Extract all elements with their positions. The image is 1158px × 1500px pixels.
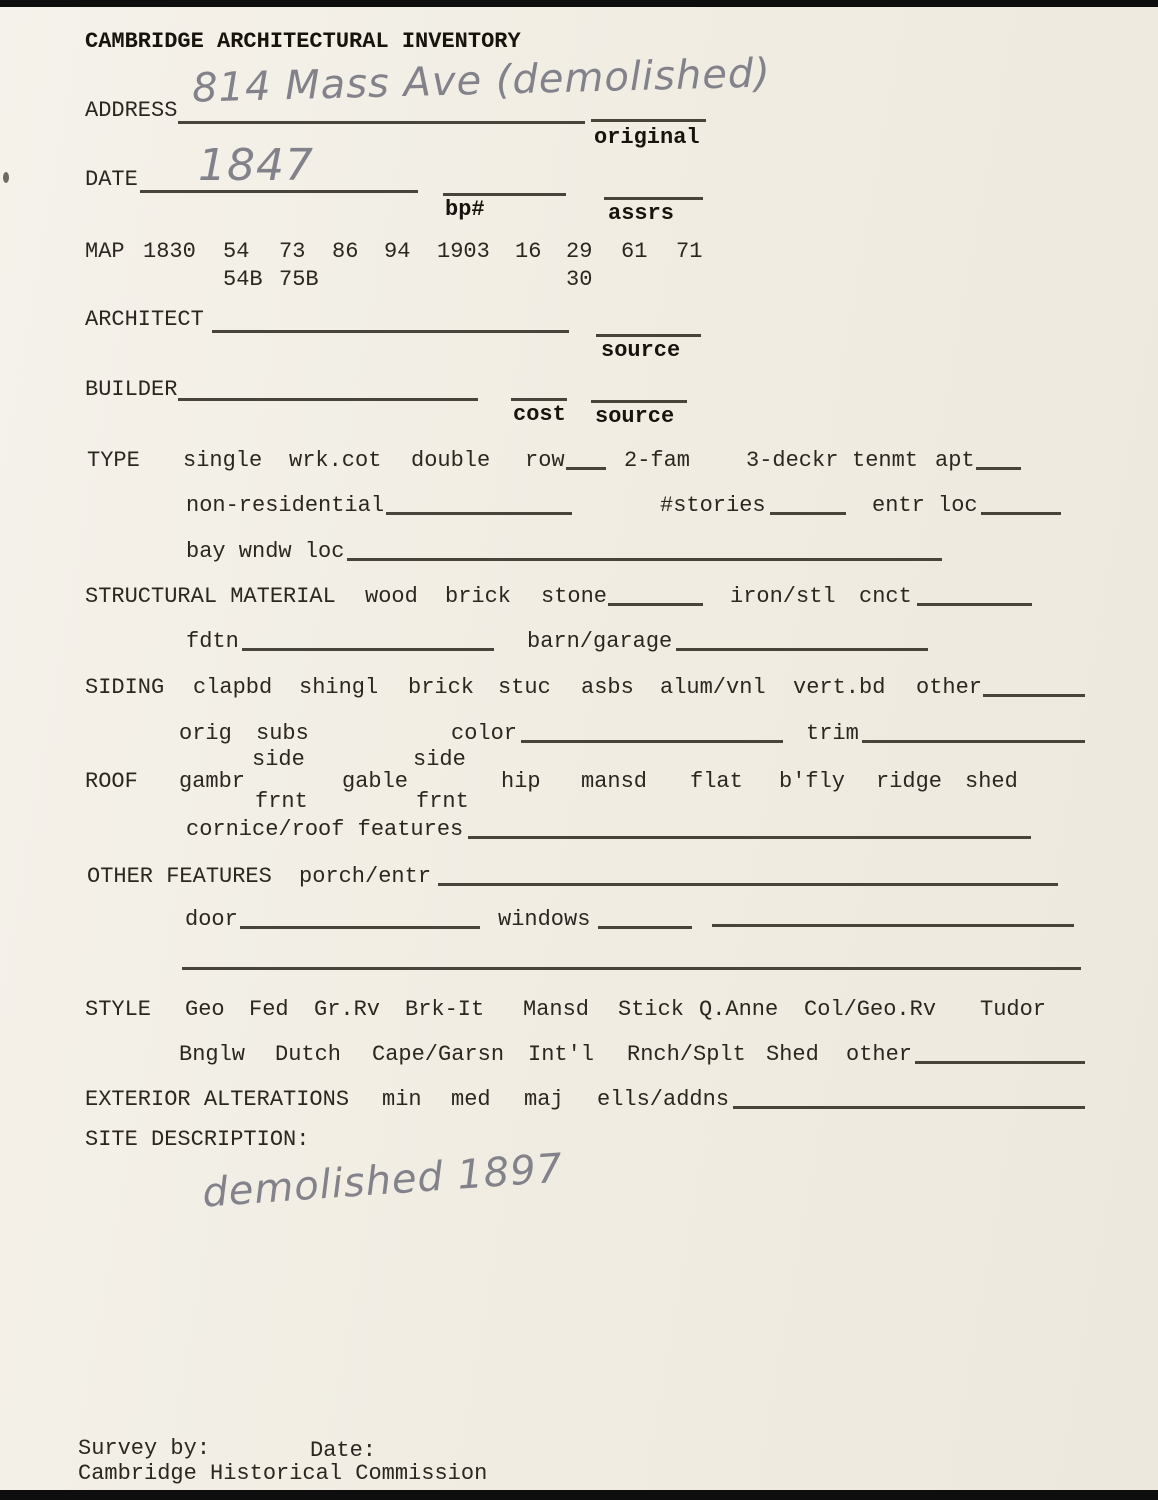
- date-label: DATE: [85, 167, 138, 192]
- builder-source-label: source: [595, 404, 675, 429]
- fdtn-label: fdtn: [186, 629, 239, 654]
- scan-edge-bottom: [0, 1490, 1158, 1500]
- ells-addns-label: ells/addns: [597, 1087, 730, 1112]
- trim-label: trim: [806, 721, 859, 746]
- style-option: Bnglw: [179, 1042, 246, 1067]
- exterior-option: maj: [524, 1087, 564, 1112]
- cornice-blank: [468, 836, 1031, 839]
- siding-option: stuc: [498, 675, 551, 700]
- roof-option-gable: gable: [342, 769, 409, 794]
- cost-overline: [511, 398, 567, 401]
- architect-label: ARCHITECT: [85, 307, 204, 332]
- style-option: Geo: [185, 997, 225, 1022]
- roof-option: mansd: [581, 769, 648, 794]
- type-option: wrk.cot: [289, 448, 382, 473]
- stories-label: #stories: [660, 493, 766, 518]
- map-value: 54: [223, 239, 250, 264]
- architect-source-overline: [596, 334, 701, 337]
- type-option: row: [525, 448, 565, 473]
- roof-side-label: side: [252, 747, 305, 772]
- features-extra-blank: [182, 967, 1081, 970]
- roof-option: shed: [965, 769, 1018, 794]
- type-option: double: [411, 448, 491, 473]
- bay-wndw-blank: [347, 558, 942, 561]
- scan-edge-top: [0, 0, 1158, 7]
- exterior-option: min: [382, 1087, 422, 1112]
- structural-option: stone: [541, 584, 608, 609]
- siding-option: brick: [408, 675, 475, 700]
- stone-blank: [608, 603, 703, 606]
- roof-option: b'fly: [779, 769, 846, 794]
- assrs-label: assrs: [608, 201, 675, 226]
- survey-date-label: Date:: [310, 1438, 377, 1463]
- style-option: Gr.Rv: [314, 997, 381, 1022]
- map-value: 94: [384, 239, 411, 264]
- style-option: Mansd: [523, 997, 590, 1022]
- barn-garage-blank: [676, 648, 928, 651]
- style-option: Stick: [618, 997, 685, 1022]
- style-option: Fed: [249, 997, 289, 1022]
- type-option: apt: [935, 448, 975, 473]
- style-option: Col/Geo.Rv: [804, 997, 937, 1022]
- entr-loc-blank: [981, 512, 1061, 515]
- siding-option: alum/vnl: [660, 675, 766, 700]
- non-residential-blank: [386, 512, 572, 515]
- style-option: Q.Anne: [699, 997, 779, 1022]
- siding-option: vert.bd: [793, 675, 886, 700]
- date-blank-line: [140, 190, 418, 193]
- type-option: 2-fam: [624, 448, 691, 473]
- style-option: Shed: [766, 1042, 819, 1067]
- color-label: color: [451, 721, 518, 746]
- structural-option: cnct: [859, 584, 912, 609]
- roof-option: ridge: [876, 769, 943, 794]
- style-option: Cape/Garsn: [372, 1042, 505, 1067]
- cnct-blank: [917, 603, 1032, 606]
- original-label: original: [594, 125, 700, 150]
- roof-option: flat: [690, 769, 743, 794]
- bay-wndw-label: bay wndw loc: [186, 539, 345, 564]
- original-overline: [591, 119, 706, 122]
- door-label: door: [185, 907, 238, 932]
- map-value: 16: [515, 239, 542, 264]
- date-handwritten-value: 1847: [198, 140, 314, 191]
- address-blank-line: [178, 121, 585, 124]
- color-blank: [521, 740, 783, 743]
- type-row-blank: [566, 467, 606, 470]
- structural-option: wood: [365, 584, 418, 609]
- style-option: Rnch/Splt: [627, 1042, 746, 1067]
- porch-entr-blank: [438, 883, 1058, 886]
- subs-label: subs: [256, 721, 309, 746]
- entr-loc-label: entr loc: [872, 493, 978, 518]
- windows-blank-1: [598, 926, 692, 929]
- roof-side-label: side: [413, 747, 466, 772]
- windows-blank-2: [712, 924, 1074, 927]
- type-option: tenmt: [852, 448, 919, 473]
- survey-by-label: Survey by:: [78, 1436, 211, 1461]
- assrs-overline: [604, 197, 703, 200]
- scan-speck: [3, 172, 9, 183]
- siding-other-blank: [983, 694, 1085, 697]
- style-option: other: [846, 1042, 913, 1067]
- map-value: 86: [332, 239, 359, 264]
- windows-label: windows: [498, 907, 591, 932]
- style-option: Brk-It: [405, 997, 485, 1022]
- site-description-label: SITE DESCRIPTION:: [85, 1127, 310, 1152]
- map-value: 1830: [143, 239, 196, 264]
- address-label: ADDRESS: [85, 98, 178, 123]
- roof-option: hip: [501, 769, 541, 794]
- map-value: 75B: [279, 267, 319, 292]
- siding-option: clapbd: [193, 675, 273, 700]
- type-option: 3-deckr: [746, 448, 839, 473]
- cornice-label: cornice/roof features: [186, 817, 464, 842]
- form-title: CAMBRIDGE ARCHITECTURAL INVENTORY: [85, 29, 521, 54]
- map-value: 73: [279, 239, 306, 264]
- style-option: Tudor: [980, 997, 1047, 1022]
- structural-label: STRUCTURAL MATERIAL: [85, 584, 336, 609]
- stories-blank: [770, 512, 846, 515]
- structural-option: iron/stl: [730, 584, 836, 609]
- architect-source-label: source: [601, 338, 681, 363]
- structural-option: brick: [445, 584, 512, 609]
- trim-blank: [862, 740, 1085, 743]
- porch-entr-label: porch/entr: [299, 864, 432, 889]
- bp-label: bp#: [445, 197, 485, 222]
- type-apt-blank: [976, 467, 1021, 470]
- non-residential-label: non-residential: [186, 493, 385, 518]
- map-value: 71: [676, 239, 703, 264]
- site-description-handwritten-note: demolished 1897: [200, 1145, 565, 1217]
- barn-garage-label: barn/garage: [527, 629, 673, 654]
- builder-blank-line: [178, 398, 478, 401]
- exterior-alterations-label: EXTERIOR ALTERATIONS: [85, 1087, 350, 1112]
- ells-addns-blank: [733, 1106, 1085, 1109]
- style-other-blank: [915, 1061, 1085, 1064]
- siding-option: shingl: [299, 675, 379, 700]
- builder-source-overline: [591, 400, 687, 403]
- orig-label: orig: [179, 721, 232, 746]
- style-option: Dutch: [275, 1042, 342, 1067]
- siding-option: other: [916, 675, 983, 700]
- siding-label: SIDING: [85, 675, 165, 700]
- builder-label: BUILDER: [85, 377, 178, 402]
- exterior-option: med: [451, 1087, 491, 1112]
- map-label: MAP: [85, 239, 125, 264]
- type-option: single: [183, 448, 263, 473]
- type-label: TYPE: [87, 448, 140, 473]
- roof-option-gambr: gambr: [179, 769, 246, 794]
- bp-overline: [443, 193, 566, 196]
- roof-frnt-label: frnt: [255, 789, 308, 814]
- organization-name: Cambridge Historical Commission: [78, 1461, 488, 1486]
- address-handwritten-value: 814 Mass Ave (demolished): [191, 50, 772, 112]
- architect-blank-line: [212, 330, 569, 333]
- fdtn-blank: [242, 648, 494, 651]
- style-option: Int'l: [528, 1042, 595, 1067]
- map-value: 54B: [223, 267, 263, 292]
- map-value: 1903: [437, 239, 490, 264]
- map-value: 29: [566, 239, 593, 264]
- style-label: STYLE: [85, 997, 152, 1022]
- map-value: 30: [566, 267, 593, 292]
- roof-label: ROOF: [85, 769, 138, 794]
- cost-label: cost: [513, 402, 566, 427]
- map-value: 61: [621, 239, 648, 264]
- siding-option: asbs: [581, 675, 634, 700]
- door-blank: [240, 926, 480, 929]
- other-features-label: OTHER FEATURES: [87, 864, 272, 889]
- roof-frnt-label: frnt: [416, 789, 469, 814]
